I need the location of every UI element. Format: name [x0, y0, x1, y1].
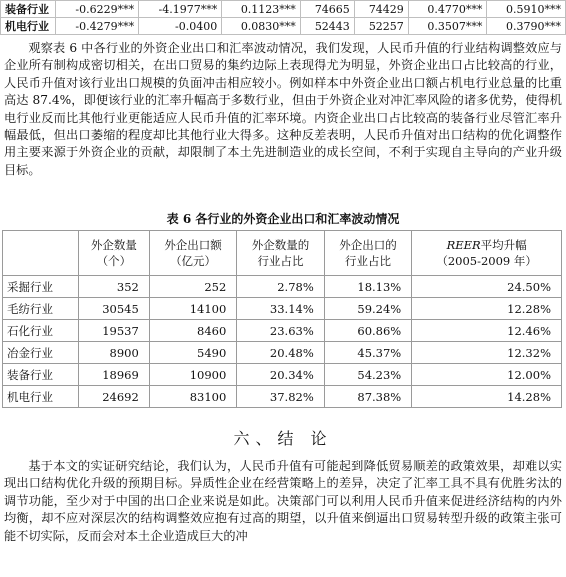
value-cell: 74665: [300, 1, 354, 18]
count-cell: 8900: [79, 342, 150, 364]
export-share-cell: 60.86%: [324, 320, 411, 342]
reer-cell: 14.28%: [412, 386, 562, 408]
value-cell: -0.4279***: [56, 18, 139, 35]
export-cell: 5490: [149, 342, 236, 364]
count-share-cell: 37.82%: [237, 386, 324, 408]
value-cell: 0.3790***: [487, 18, 566, 35]
export-cell: 8460: [149, 320, 236, 342]
value-cell: 0.0830***: [222, 18, 301, 35]
header-count-share: [237, 231, 324, 276]
header-export-share: [324, 231, 411, 276]
industry-table: [2, 230, 562, 408]
export-share-cell: 45.37%: [324, 342, 411, 364]
table-row: [3, 342, 562, 364]
reer-suffix: 平均升幅: [480, 238, 527, 252]
table-row: [3, 364, 562, 386]
table-row: [3, 386, 562, 408]
value-cell: -0.6229***: [56, 1, 139, 18]
header-line: 外企数量: [90, 238, 137, 252]
export-cell: 83100: [149, 386, 236, 408]
header-line: [413, 237, 560, 253]
industry-cell: 装备行业: [1, 1, 56, 18]
header-line: 外企出口额: [164, 238, 222, 252]
section-title: 六、结 论: [233, 429, 333, 448]
count-share-cell: 20.48%: [237, 342, 324, 364]
reer-label: REER: [446, 238, 481, 252]
header-reer: [412, 231, 562, 276]
previous-table-fragment: [0, 0, 566, 35]
table-row: [1, 1, 566, 18]
reer-cell: 12.46%: [412, 320, 562, 342]
industry-cell: 装备行业: [3, 364, 79, 386]
header-line: （个）: [96, 254, 132, 268]
export-cell: 14100: [149, 298, 236, 320]
value-cell: 74429: [354, 1, 408, 18]
header-foreign-count: [79, 231, 150, 276]
industry-cell: 毛纺行业: [3, 298, 79, 320]
reer-cell: 24.50%: [412, 276, 562, 298]
reer-cell: 12.32%: [412, 342, 562, 364]
value-cell: 0.5910***: [487, 1, 566, 18]
header-line: （亿元）: [170, 254, 217, 268]
paragraph-conclusion: 基于本文的实证研究结论，我们认为，人民币升值有可能起到降低贸易顺差的政策效果，却难以实现出口结构优化升级的预期目标。异质性企业在经营策略上的差异，决定了汇率工具不具有优胜劣汰的调节功能，至少对于中国的出口企业来说是如此。决策部门可以利用人民币升值来促进经济结构的内外均衡，却不应对深层次的结构调整效应抱有过高的期望，以升值来倒逼出口贸易转型升级的政策主张可能不切实际，反而会对本土企业造成巨大的冲: [4, 459, 562, 543]
industry-cell: 石化行业: [3, 320, 79, 342]
count-cell: 30545: [79, 298, 150, 320]
value-cell: 52257: [354, 18, 408, 35]
value-cell: 0.1123***: [222, 1, 301, 18]
value-cell: 52443: [300, 18, 354, 35]
industry-cell: 冶金行业: [3, 342, 79, 364]
reer-cell: 12.28%: [412, 298, 562, 320]
header-line: （2005-2009 年）: [436, 254, 537, 268]
count-cell: 352: [79, 276, 150, 298]
export-share-cell: 87.38%: [324, 386, 411, 408]
count-share-cell: 23.63%: [237, 320, 324, 342]
export-share-cell: 54.23%: [324, 364, 411, 386]
table-row: [3, 276, 562, 298]
value-cell: -4.1977***: [139, 1, 222, 18]
value-cell: 0.3507***: [408, 18, 487, 35]
export-share-cell: 59.24%: [324, 298, 411, 320]
export-cell: 10900: [149, 364, 236, 386]
header-line: 行业占比: [345, 254, 391, 268]
table-header-row: [3, 231, 562, 276]
value-cell: 0.4770***: [408, 1, 487, 18]
reer-cell: 12.00%: [412, 364, 562, 386]
table-caption: 表 6 各行业的外资企业出口和汇率波动情况: [166, 212, 400, 226]
value-cell: -0.0400: [139, 18, 222, 35]
header-line: 外企数量的: [251, 238, 310, 252]
header-empty: [3, 231, 79, 276]
industry-cell: 采掘行业: [3, 276, 79, 298]
count-share-cell: 33.14%: [237, 298, 324, 320]
paragraph-observation: 观察表 6 中各行业的外资企业出口和汇率波动情况，我们发现，人民币升值的行业结构调整效应与企业所有制构成密切相关，在出口贸易的集约边际上表现得尤为明显，外资企业出口占比较高的行业，人民币升值对该行业出口规模的负面冲击相应较小。例如样本中外资企业出口额占机电行业总量的比重高达 87.4%，即便该行业的汇率升幅高于多数行业，但由于外资企业对冲汇率风险的诸多优势，使得机电行业反而比其他行业更能适应人民币升值的汇率环境。内资企业出口占比较高的装备行业尽管汇率升幅最低，但出口萎缩的程度却比其他行业大得多。这种反差表明，人民币升值对出口结构的优化调整作用主要来源于外资企业的贡献，却限制了本土先进制造业的成长空间，不利于实现自主导向的产业升级目标。: [4, 41, 562, 177]
count-cell: 18969: [79, 364, 150, 386]
industry-cell: 机电行业: [3, 386, 79, 408]
table-row: [1, 18, 566, 35]
export-cell: 252: [149, 276, 236, 298]
header-foreign-export: [149, 231, 236, 276]
count-share-cell: 2.78%: [237, 276, 324, 298]
count-cell: 24692: [79, 386, 150, 408]
count-cell: 19537: [79, 320, 150, 342]
table-row: [3, 320, 562, 342]
table-row: [3, 298, 562, 320]
export-share-cell: 18.13%: [324, 276, 411, 298]
header-line: 外企出口的: [339, 238, 397, 252]
industry-cell: 机电行业: [1, 18, 56, 35]
header-line: 行业占比: [257, 254, 304, 268]
count-share-cell: 20.34%: [237, 364, 324, 386]
